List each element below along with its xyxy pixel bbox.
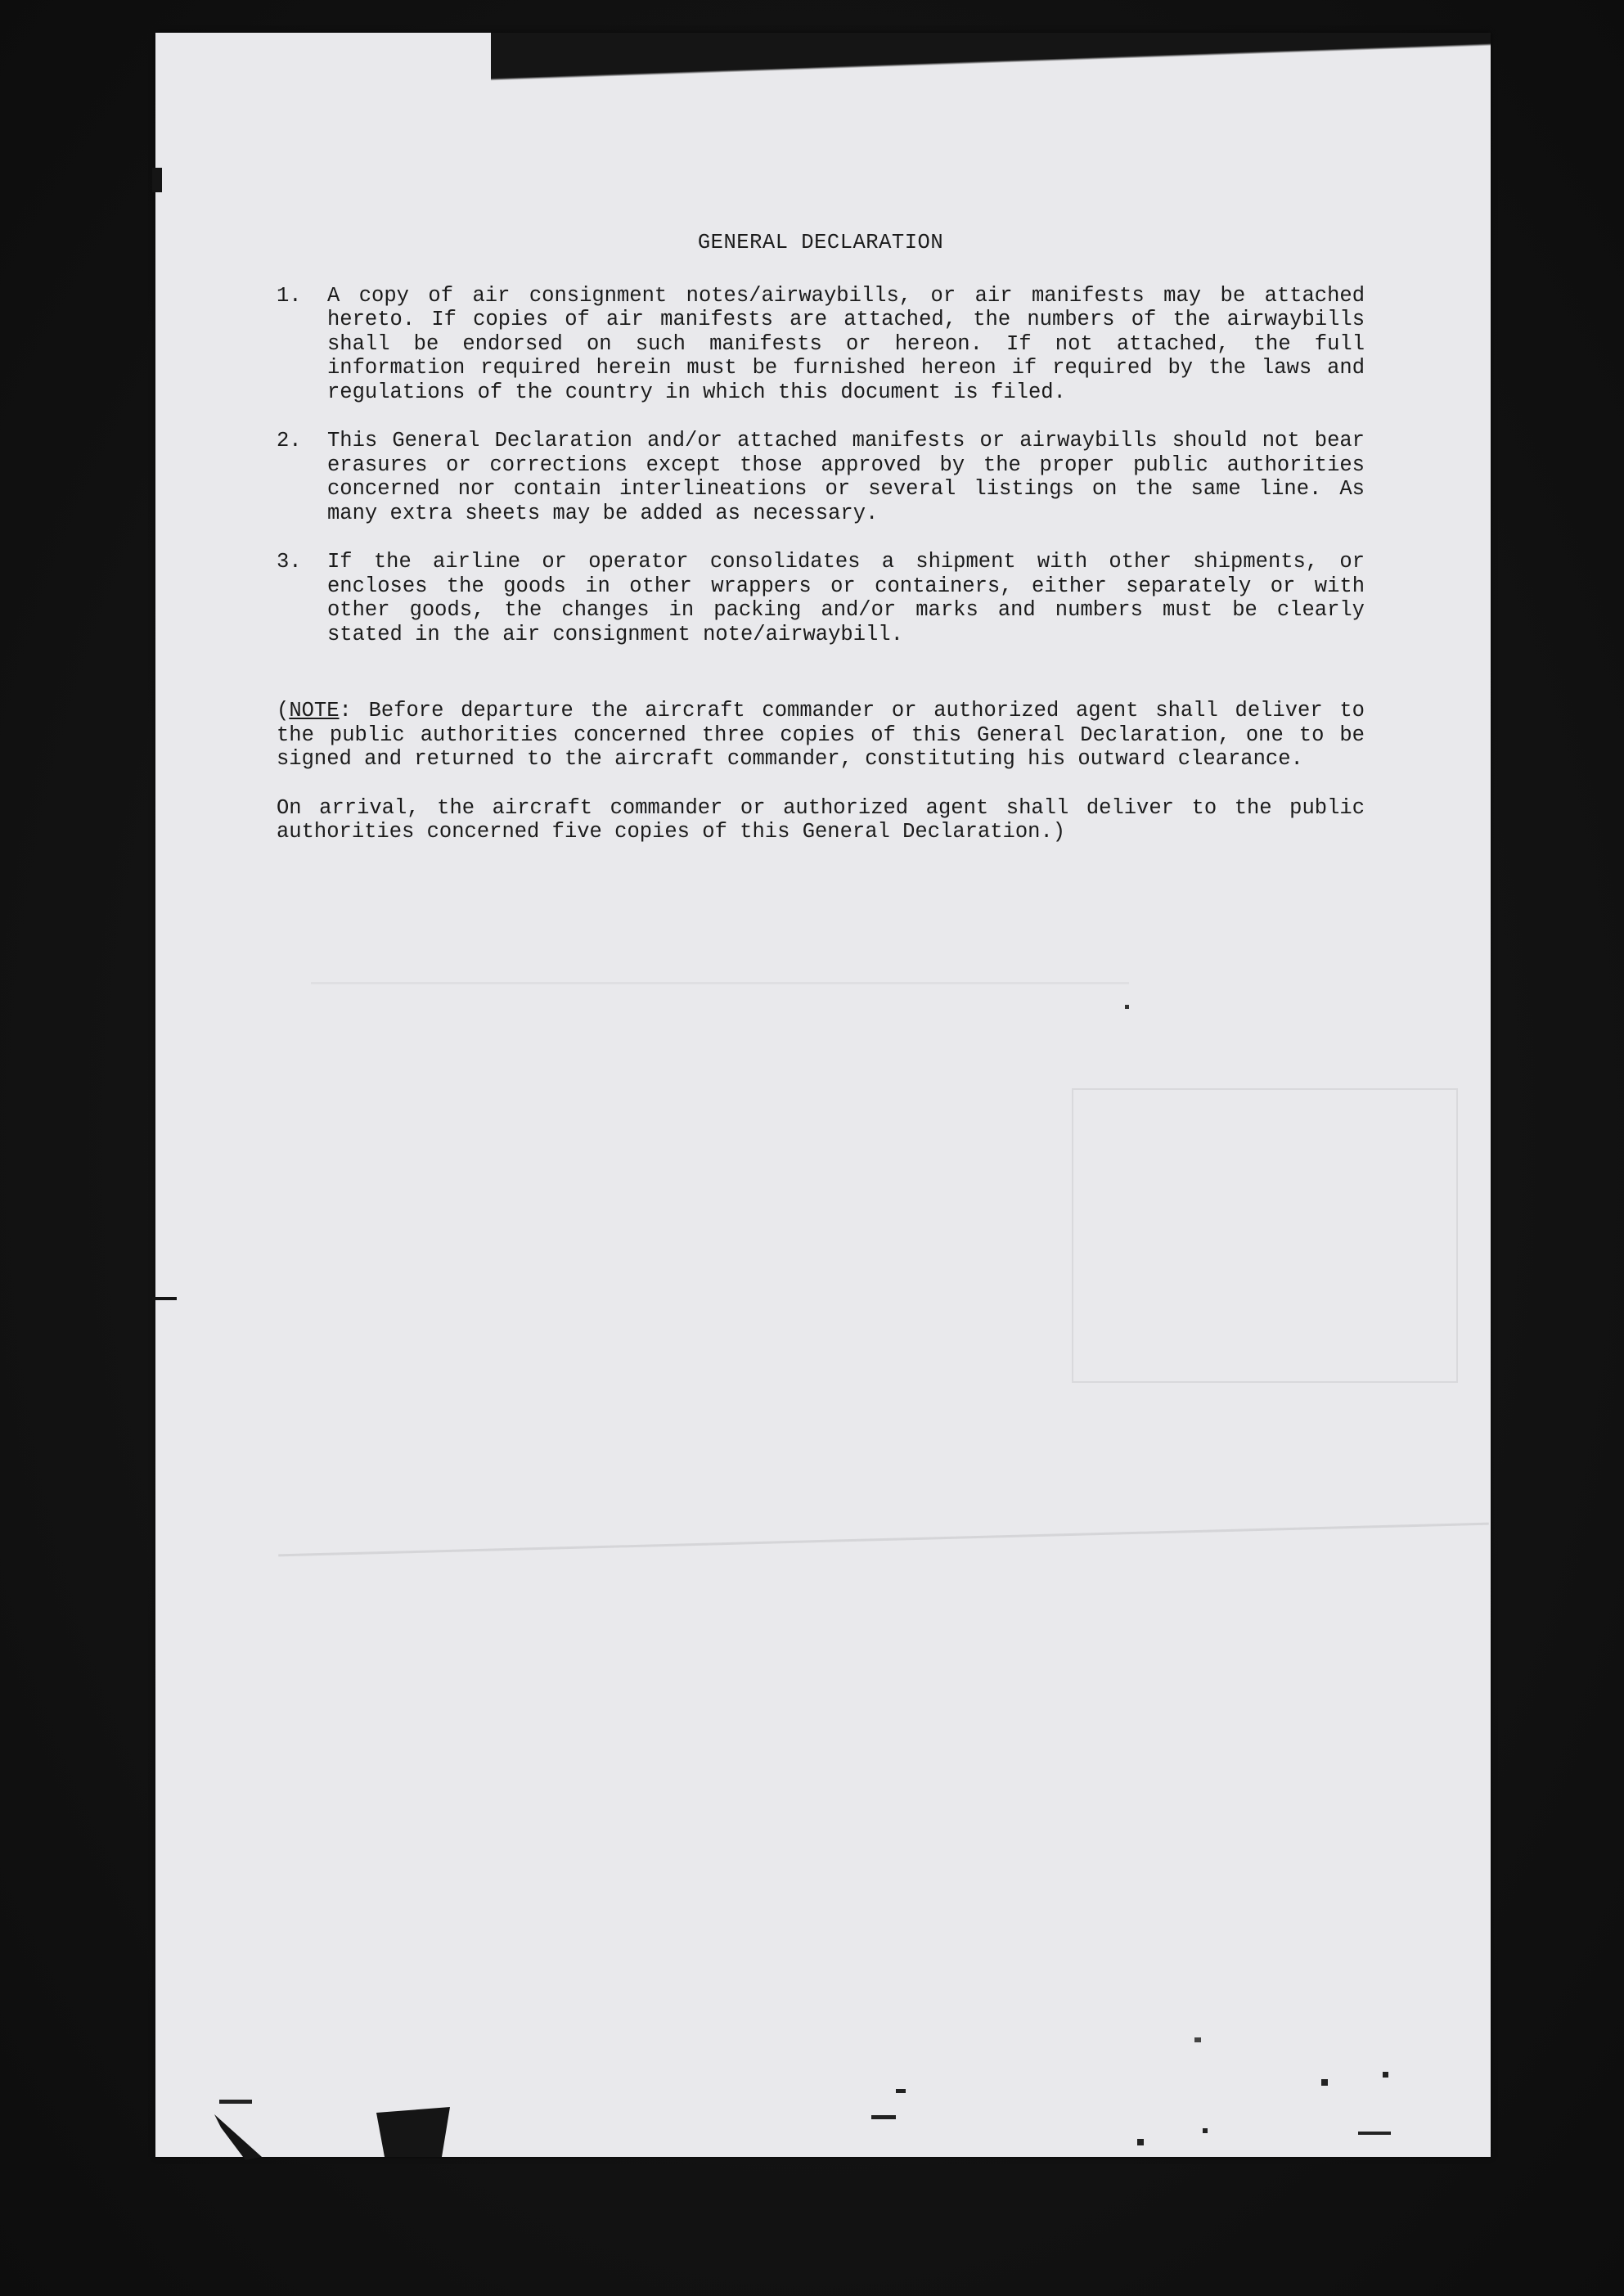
instruction-item-2 — [277, 429, 1365, 525]
bleed-through-box — [1072, 1088, 1458, 1383]
instruction-item-3 — [277, 550, 1365, 646]
item-text: This General Declaration and/or attached manifests or airwaybills should not bear erasures or corrections except those approved by the proper public authorities concerned nor contain interlineations or several listings on the same line. As many extra sheets may be added as necessary. — [327, 429, 1365, 525]
item-text: If the airline or operator consolidates a shipment with other shipments, or encloses the goods in other wrappers or containers, either separately or with other goods, the changes in packing and/or marks and numbers must be clearly stated in the air consignment note/airwaybill. — [327, 550, 1365, 646]
document-title: GENERAL DECLARATION — [697, 231, 944, 254]
declaration-text-body — [277, 231, 1365, 844]
note-text: : Before departure the aircraft commander or authorized agent shall deliver to the public authorities concerned three copies of this General Declaration, one to be signed and returned to the aircraft commander, constituting his outward clearance. — [277, 699, 1365, 771]
note-label: NOTE — [289, 699, 340, 723]
bleed-through-line — [311, 982, 1129, 984]
arrival-paragraph: On arrival, the aircraft commander or authorized agent shall deliver to the public authorities concerned five copies of this General Declaration.) — [277, 795, 1365, 844]
item-number: 3. — [277, 550, 302, 574]
paper-torn-edge — [491, 33, 1491, 118]
note-open-paren: ( — [277, 699, 290, 723]
item-text: A copy of air consignment notes/airwaybills, or air manifests may be attached hereto. If copies of air manifests are attached, the numbers of the airwaybills shall be endorsed on such manifests or hereon. If not attached, the full information required herein must be furnished hereon if required by the laws and regulations of the country in which this document is filed. — [327, 283, 1365, 404]
item-number: 2. — [277, 429, 302, 452]
note-paragraph — [277, 699, 1365, 772]
item-number: 1. — [277, 283, 302, 308]
instruction-item-1 — [277, 284, 1365, 405]
